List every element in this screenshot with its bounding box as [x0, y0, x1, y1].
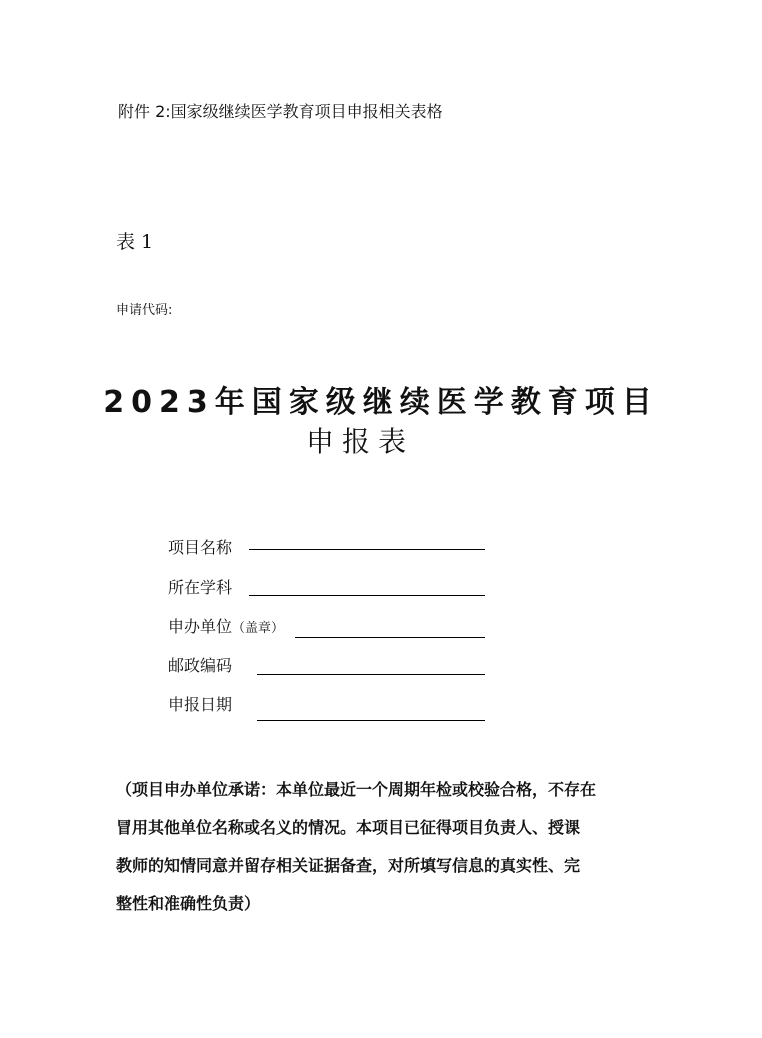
pledge-line: 冒用其他单位名称或名义的情况。本项目已征得项目负责人、授课 [116, 818, 581, 837]
pledge-line: 教师的知情同意并留存相关证据备查，对所填写信息的真实性、完 [116, 856, 581, 875]
postal-code-label: 邮政编码 [168, 656, 233, 675]
attachment-title: 附件 2:国家级继续医学教育项目申报相关表格 [118, 102, 443, 121]
organizer-label-text: 申办单位 [168, 617, 233, 636]
organizer-seal-note: （盖章） [232, 621, 285, 636]
discipline-field [168, 576, 488, 604]
project-name-input-line[interactable] [249, 549, 485, 550]
pledge-line: 整性和准确性负责） [116, 894, 261, 913]
application-date-label: 申报日期 [168, 695, 233, 714]
apply-code-label: 申请代码: [116, 303, 173, 318]
organizer-input-line[interactable] [295, 637, 485, 638]
table-label: 表 1 [116, 231, 154, 253]
pledge-statement [116, 771, 656, 923]
application-date-input-line[interactable] [257, 720, 485, 721]
discipline-input-line[interactable] [249, 595, 485, 596]
postal-code-field [168, 654, 488, 682]
organizer-label [168, 615, 284, 641]
organizer-field [168, 615, 488, 643]
postal-code-input-line[interactable] [257, 674, 485, 675]
project-name-field [168, 536, 488, 564]
application-date-field [168, 693, 488, 721]
form-title-line2: 申报表 [305, 425, 414, 458]
pledge-line: （项目申办单位承诺：本单位最近一个周期年检或校验合格，不存在 [116, 780, 597, 799]
form-title-line1: 2023年国家级继续医学教育项目 [103, 385, 659, 420]
project-name-label: 项目名称 [168, 538, 233, 557]
discipline-label: 所在学科 [168, 578, 233, 597]
